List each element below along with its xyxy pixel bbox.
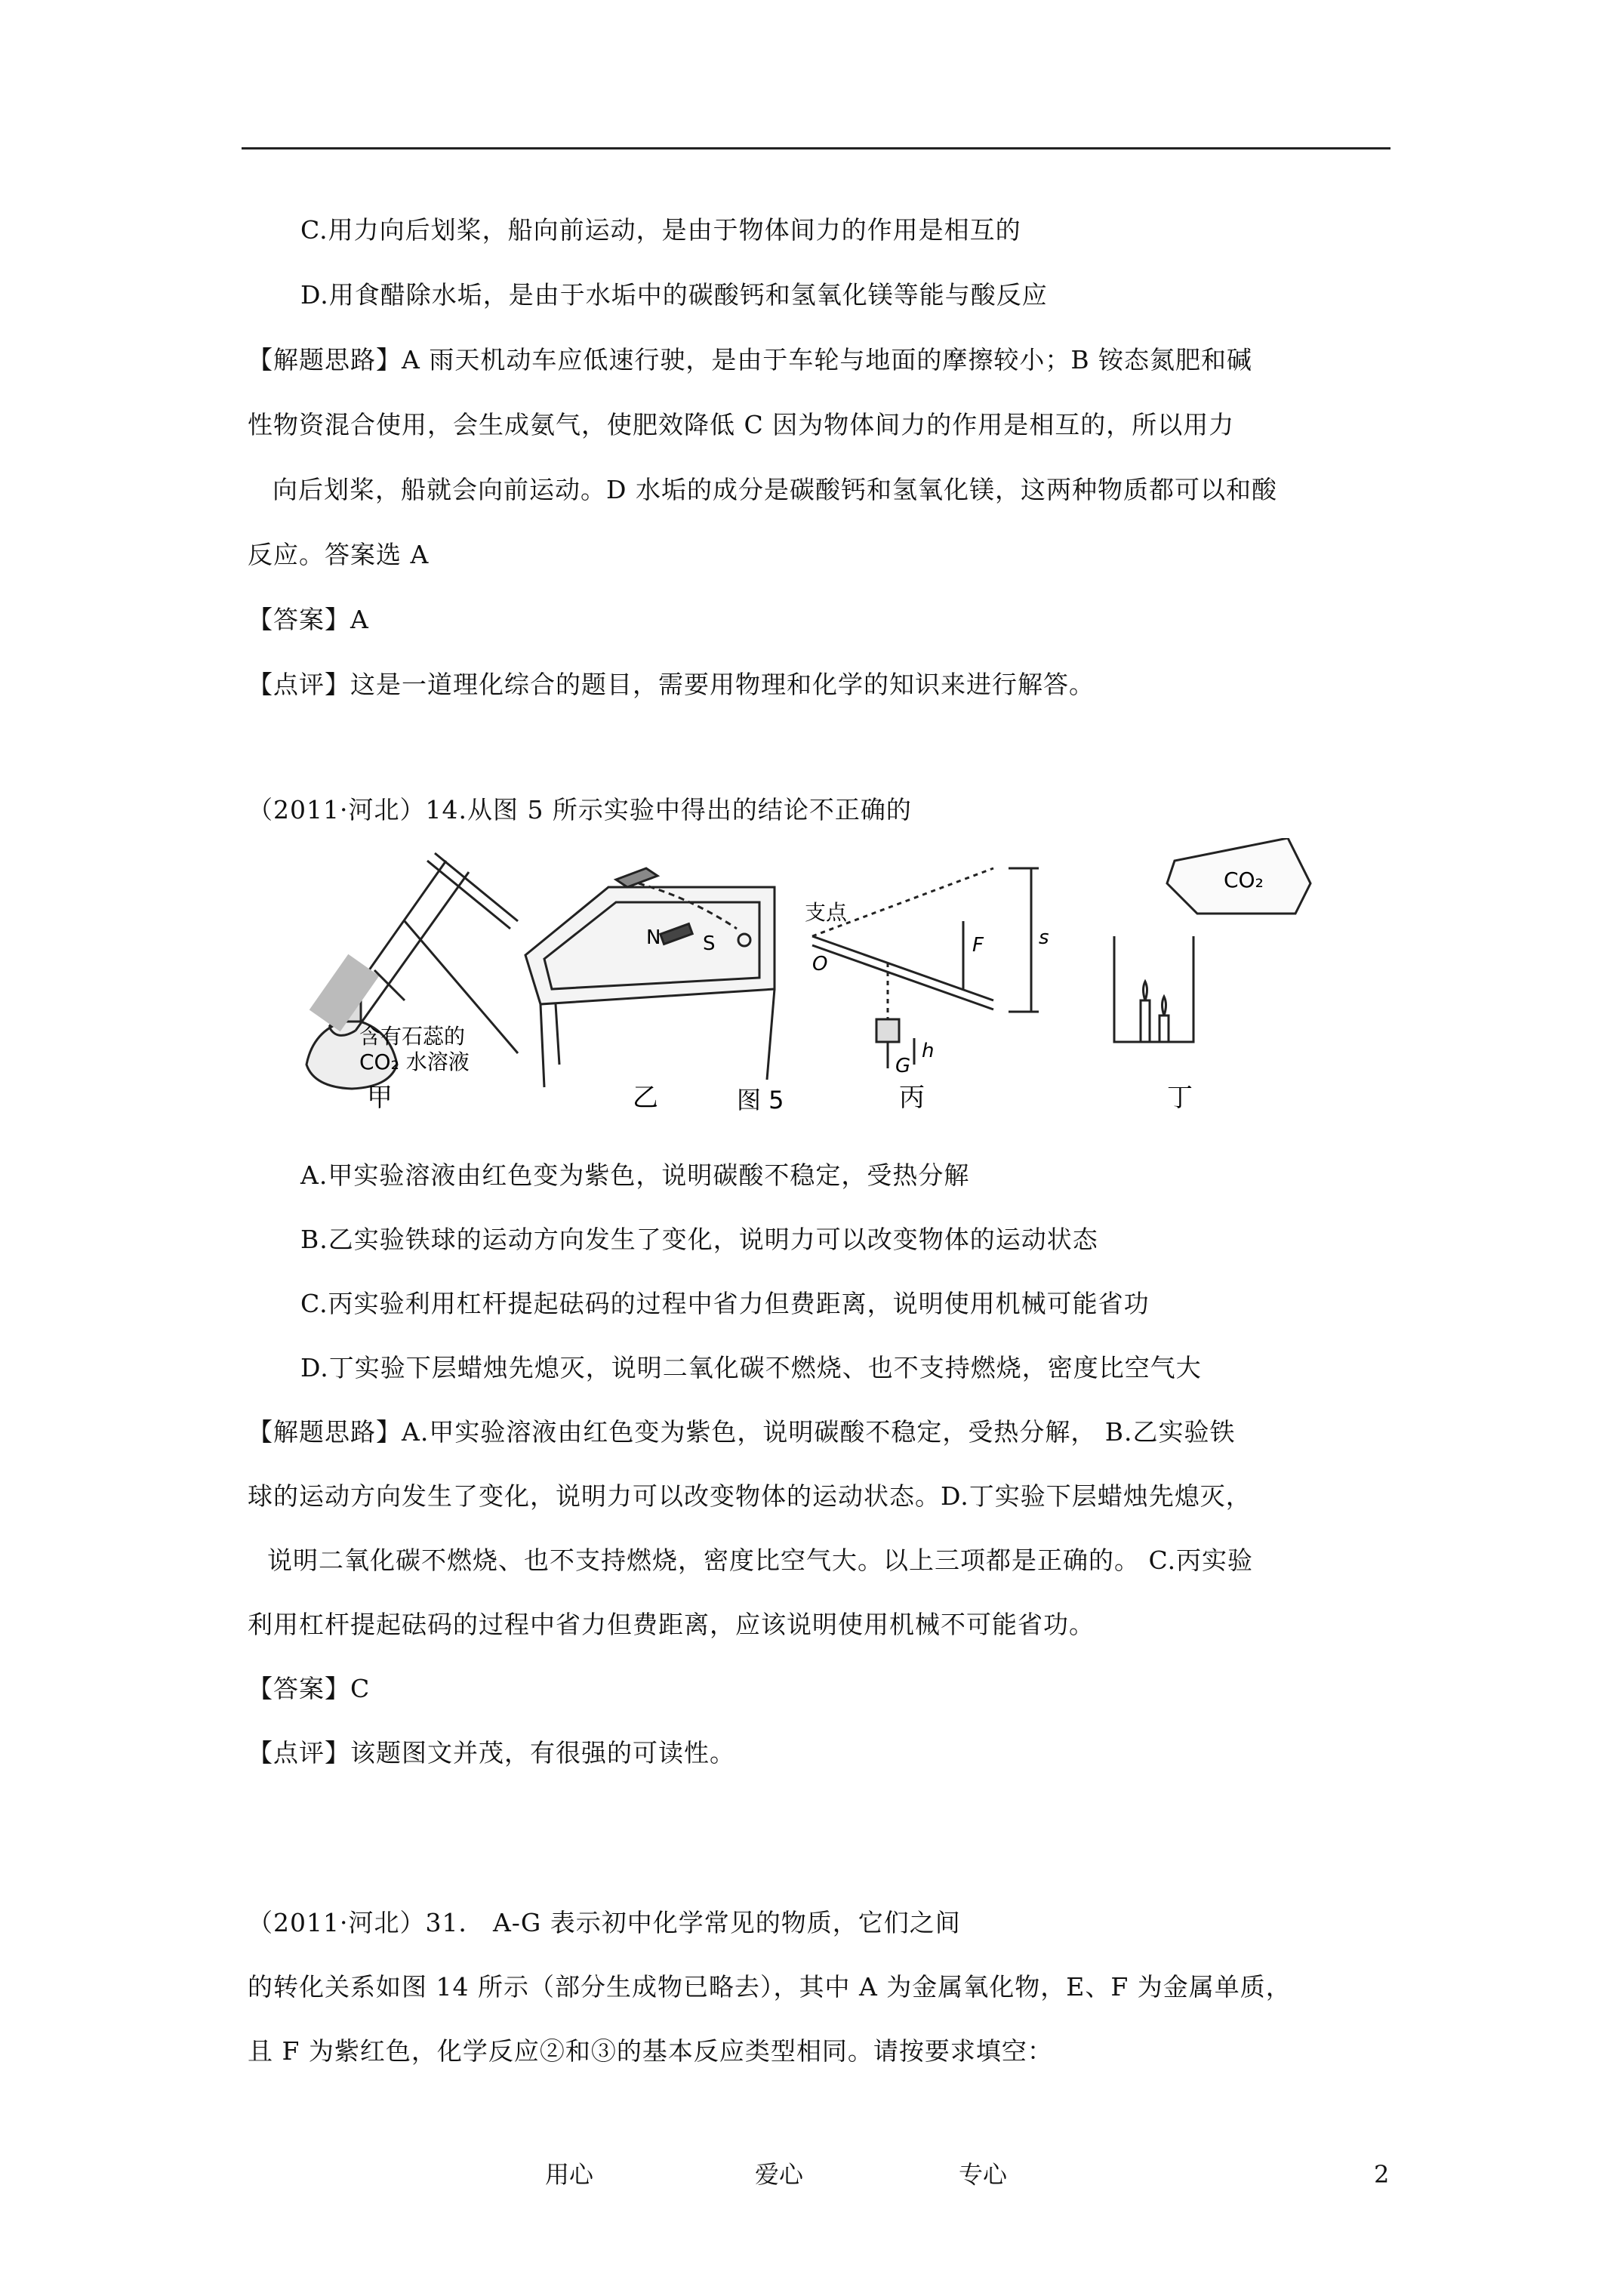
q14-analysis-line-4: 利用杠杆提起砝码的过程中省力但费距离，应该说明使用机械不可能省功。 (248, 1610, 1095, 1639)
q14-option-a: A.甲实验溶液由红色变为紫色，说明碳酸不稳定，受热分解 (300, 1160, 970, 1190)
q31-line-3: 且 F 为紫红色，化学反应②和③的基本反应类型相同。请按要求填空： (248, 2036, 1053, 2066)
bing-g: G (895, 1055, 911, 1077)
q13-analysis-line-1: 【解题思路】A 雨天机动车应低速行驶，是由于车轮与地面的摩擦较小；B 铵态氮肥和碱 (248, 345, 1253, 374)
yi-pole-n: N (646, 926, 661, 949)
bing-fulcrum: 支点 (805, 900, 848, 925)
ding-co2: CO₂ (1224, 868, 1264, 892)
footer-item-3: 专心 (959, 2160, 1008, 2189)
bing-s: s (1039, 926, 1049, 949)
header-rule (242, 147, 1390, 149)
q14-option-d: D.丁实验下层蜡烛先熄灭，说明二氧化碳不燃烧、也不支持燃烧，密度比空气大 (300, 1353, 1202, 1382)
footer-item-1: 用心 (545, 2160, 594, 2189)
q14-analysis-line-3: 说明二氧化碳不燃烧、也不支持燃烧，密度比空气大。以上三项都是正确的。 C.丙实验 (267, 1546, 1254, 1575)
jia-sublabel: 甲 (367, 1083, 393, 1113)
bing-apparatus (812, 868, 1039, 1068)
figure-5 (284, 838, 1333, 1117)
q14-option-c: C.丙实验利用杠杆提起砝码的过程中省力但费距离，说明使用机械可能省功 (300, 1289, 1150, 1318)
q14-option-b: B.乙实验铁球的运动方向发生了变化，说明力可以改变物体的运动状态 (300, 1225, 1098, 1254)
figure-caption: 图 5 (737, 1086, 784, 1114)
figure-5-svg (284, 838, 1333, 1117)
bing-h: h (922, 1040, 935, 1062)
q13-option-c: C.用力向后划桨，船向前运动，是由于物体间力的作用是相互的 (300, 215, 1021, 245)
yi-apparatus (525, 868, 775, 1087)
ding-sublabel: 丁 (1167, 1083, 1193, 1113)
q13-analysis-line-3: 向后划桨，船就会向前运动。D 水垢的成分是碳酸钙和氢氧化镁，这两种物质都可以和酸 (273, 475, 1277, 504)
q14-stem: （2011·河北）14.从图 5 所示实验中得出的结论不正确的 (248, 795, 912, 824)
page-number: 2 (1374, 2160, 1390, 2189)
q13-analysis-line-2: 性物资混合使用，会生成氨气，使肥效降低 C 因为物体间力的作用是相互的，所以用力 (248, 410, 1235, 439)
jia-label-1: 含有石蕊的 (359, 1024, 466, 1049)
yi-pole-s: S (703, 932, 716, 955)
bing-o: O (812, 953, 828, 975)
q14-comment: 【点评】该题图文并茂，有很强的可读性。 (248, 1738, 735, 1767)
footer-item-2: 爱心 (755, 2160, 804, 2189)
q13-comment: 【点评】这是一道理化综合的题目，需要用物理和化学的知识来进行解答。 (248, 670, 1095, 699)
bing-f: F (972, 934, 984, 957)
q14-answer: 【答案】C (248, 1674, 371, 1703)
q14-analysis-line-1: 【解题思路】A.甲实验溶液由红色变为紫色，说明碳酸不稳定，受热分解， B.乙实验铁 (248, 1417, 1236, 1447)
q13-answer: 【答案】A (248, 605, 369, 634)
bing-sublabel: 丙 (899, 1083, 925, 1113)
q13-option-d: D.用食醋除水垢，是由于水垢中的碳酸钙和氢氧化镁等能与酸反应 (300, 280, 1048, 310)
ding-apparatus (1114, 838, 1310, 1042)
q31-line-2: 的转化关系如图 14 所示（部分生成物已略去），其中 A 为金属氧化物，E、F 为金属单质， (248, 1972, 1292, 2002)
yi-sublabel: 乙 (633, 1083, 658, 1113)
jia-label-2: CO₂ 水溶液 (359, 1049, 470, 1074)
q14-analysis-line-2: 球的运动方向发生了变化，说明力可以改变物体的运动状态。D.丁实验下层蜡烛先熄灭， (248, 1481, 1252, 1511)
q13-analysis-line-4: 反应。答案选 A (248, 540, 430, 569)
q31-line-1: （2011·河北）31． A-G 表示初中化学常见的物质，它们之间 (248, 1908, 961, 1937)
